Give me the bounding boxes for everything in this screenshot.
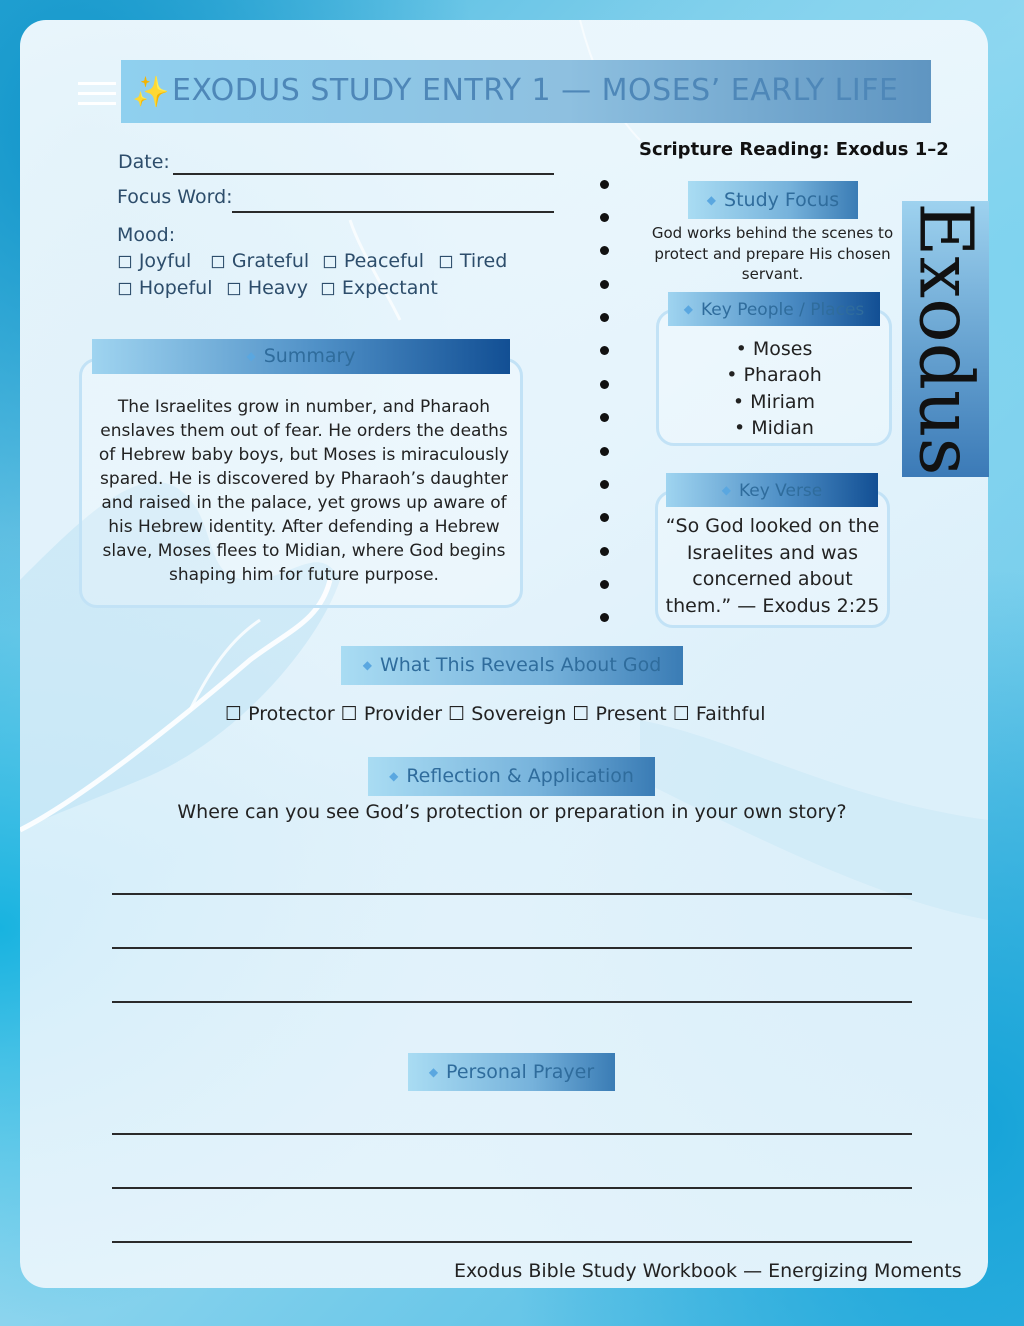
divider-dot (600, 447, 609, 456)
menu-icon[interactable] (78, 82, 116, 106)
list-item: • Miriam (732, 390, 816, 413)
diamond-icon: ◆ (683, 302, 693, 316)
key-verse-text: “So God looked on the Israelites and was concerned about them.” — Exodus 2:25 (665, 515, 880, 617)
summary-heading: ◆ Summary (92, 339, 510, 374)
list-item: • Midian (734, 416, 814, 439)
divider-dot (600, 613, 609, 622)
prayer-writing-line[interactable] (112, 1241, 912, 1243)
reflection-writing-line[interactable] (112, 893, 912, 895)
mood-option-tired[interactable]: ◻ Tired (438, 250, 508, 272)
checkbox-icon: ◻ (226, 277, 242, 299)
divider-dot (600, 246, 609, 255)
checkbox-icon: ☐ (448, 703, 466, 725)
reveals-option-sovereign[interactable]: ☐ Sovereign (448, 703, 567, 725)
checkbox-icon: ◻ (322, 250, 338, 272)
focus-word-label: Focus Word: (117, 186, 233, 208)
reveals-option-protector[interactable]: ☐ Protector (225, 703, 335, 725)
checkbox-icon: ☐ (340, 703, 358, 725)
key-people-heading: ◆ Key People / Places (668, 292, 880, 326)
checkbox-icon: ◻ (438, 250, 454, 272)
divider-dot (600, 480, 609, 489)
mood-option-grateful[interactable]: ◻ Grateful (210, 250, 310, 272)
checkbox-icon: ☐ (572, 703, 590, 725)
diamond-icon: ◆ (362, 658, 372, 672)
divider-dot (600, 213, 609, 222)
mood-label: Mood: (117, 224, 176, 246)
focus-word-field[interactable] (232, 211, 554, 213)
prayer-heading: ◆ Personal Prayer (408, 1053, 615, 1091)
mood-option-joyful[interactable]: ◻ Joyful (117, 250, 192, 272)
prayer-writing-line[interactable] (112, 1187, 912, 1189)
checkbox-icon: ◻ (210, 250, 226, 272)
divider-dot (600, 313, 609, 322)
checkbox-icon: ◻ (117, 277, 133, 299)
divider-dot (600, 413, 609, 422)
divider-dot (600, 513, 609, 522)
reveals-option-provider[interactable]: ☐ Provider (340, 703, 443, 725)
diamond-icon: ◆ (721, 483, 731, 497)
key-verse-heading: ◆ Key Verse (666, 473, 878, 507)
diamond-icon: ◆ (706, 193, 717, 207)
reveals-heading: ◆ What This Reveals About God (341, 646, 683, 685)
divider-dot (600, 580, 609, 589)
footer-credit: Exodus Bible Study Workbook — Energizing Moments (454, 1260, 962, 1282)
divider-dot (600, 346, 609, 355)
date-field[interactable] (173, 173, 554, 175)
reflection-heading: ◆ Reflection & Application (368, 757, 655, 796)
list-item: • Moses (735, 338, 813, 360)
scripture-reading: Scripture Reading: Exodus 1–2 (639, 139, 949, 160)
checkbox-icon: ☐ (225, 703, 243, 725)
reveals-options (225, 703, 766, 725)
mood-option-heavy[interactable]: ◻ Heavy (226, 277, 308, 299)
sparkle-icon: ✨ (132, 75, 170, 110)
prayer-writing-line[interactable] (112, 1133, 912, 1135)
divider-dot (600, 380, 609, 389)
key-people-list (656, 336, 892, 441)
divider-dot (600, 280, 609, 289)
study-focus-heading: ◆ Study Focus (688, 181, 858, 219)
reveals-option-present[interactable]: ☐ Present (572, 703, 667, 725)
diamond-icon: ◆ (389, 769, 399, 783)
diamond-icon: ◆ (428, 1065, 439, 1079)
summary-text: The Israelites grow in number, and Pharaoh enslaves them out of fear. He orders the deaths of Hebrew baby boys, but Moses is miraculously spared. He is discovered by Pharaoh’s daughter and raised in the palace, yet grows up aware of his Hebrew identity. After defending a Hebrew slave, Moses flees to Midian, where God begins shaping him for future purpose. (98, 397, 510, 585)
mood-option-expectant[interactable]: ◻ Expectant (320, 277, 438, 299)
mood-option-peaceful[interactable]: ◻ Peaceful (322, 250, 425, 272)
reflection-writing-line[interactable] (112, 1001, 912, 1003)
divider-dot (600, 180, 609, 189)
reflection-question: Where can you see God’s protection or preparation in your own story? (177, 801, 847, 823)
reveals-option-faithful[interactable]: ☐ Faithful (672, 703, 766, 725)
reflection-writing-line[interactable] (112, 947, 912, 949)
date-label: Date: (118, 151, 170, 173)
checkbox-icon: ◻ (117, 250, 133, 272)
divider-dot (600, 547, 609, 556)
page-title: EXODUS STUDY ENTRY 1 — MOSES’ EARLY LIFE (172, 73, 899, 108)
exodus-side-tab-label: Exodus (902, 202, 989, 476)
diamond-icon: ◆ (246, 349, 256, 363)
list-item: • Pharaoh (726, 364, 822, 387)
study-focus-text: God works behind the scenes to protect and prepare His chosen servant. (651, 224, 894, 283)
checkbox-icon: ◻ (320, 277, 336, 299)
checkbox-icon: ☐ (672, 703, 690, 725)
mood-option-hopeful[interactable]: ◻ Hopeful (117, 277, 213, 299)
